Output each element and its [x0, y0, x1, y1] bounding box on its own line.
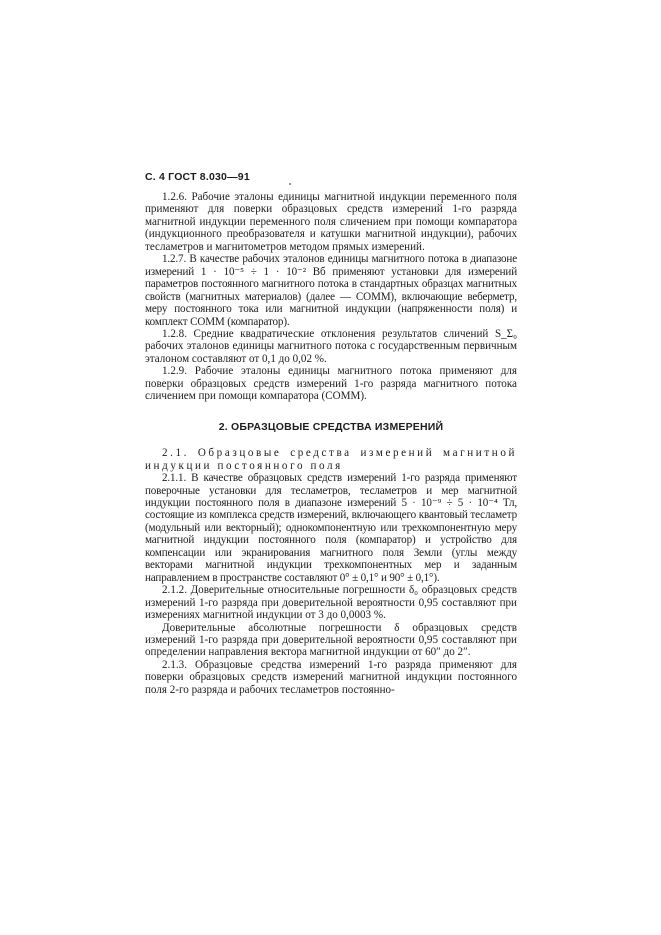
paragraph-2-1-2-continued: Доверительные абсолютные погрешности δ образцовых средств измерений 1-го разряда при доверительной вероятности 0,95 составляют при определении направления вектора магнитной индукции от 60″ до 2″. — [145, 621, 517, 659]
paragraph-2-1-2: 2.1.2. Доверительные относительные погрешности δ₀ образцовых средств измерений 1-го разряда при доверительной вероятности 0,95 составляют при измерениях магнитной индукции от 3 до 0,0003 %. — [145, 584, 517, 622]
paragraph-1-2-9: 1.2.9. Рабочие эталоны единицы магнитного потока применяют для поверки образцовых средств измерений 1-го разряда магнитного потока сличением при помощи компаратора (СОММ). — [145, 365, 517, 403]
paragraph-1-2-7: 1.2.7. В качестве рабочих эталонов единицы магнитного потока в диапазоне измерений 1 · 10⁻⁵ ÷ 1 · 10⁻² Вб применяют установки для измерений параметров постоянного магнитного потока в стандартных образцах магнитных свойств (магнитных материалов) (далее — СОММ), включающие веберметр, меру постоянного тока или магнитной индукции (напряженности поля) и комплект СОММ (компаратор). — [145, 253, 517, 328]
page-body — [145, 191, 517, 696]
section-title: 2. ОБРАЗЦОВЫЕ СРЕДСТВА ИЗМЕРЕНИЙ — [218, 420, 444, 433]
paragraph-1-2-8: 1.2.8. Средние квадратические отклонения результатов сличений S_Σ₀ рабочих эталонов единицы магнитного потока с государственным первичным эталоном составляют от 0,1 до 0,02 %. — [145, 327, 517, 365]
print-speck — [289, 183, 291, 185]
paragraph-2-1-1: 2.1.1. В качестве образцовых средств измерений 1-го разряда применяют поверочные установки для тесламетров, тесламетров и мер магнитной индукции постоянного поля в диапазоне измерений 5 · 10⁻⁹ ÷ 5 · 10⁻⁴ Тл, состоящие из комплекса средств измерений, включающего квантовый тесламетр (модульный или векторный); однокомпонентную или трехкомпонентную меру магнитной индукции постоянного поля (компаратор) и устройство для компенсации или экранирования магнитного поля Земли (углы между векторами магнитной индукции трехкомпонентных мер и заданным направлением в пространстве составляют 0° ± 0,1° и 90° ± 0,1°). — [145, 472, 517, 584]
paragraph-2-1-3: 2.1.3. Образцовые средства измерений 1-го разряда применяют для поверки образцовых средств измерений магнитной индукции постоянного поля 2-го разряда и рабочих тесламетров постоянно- — [145, 658, 517, 696]
subsection-title: 2.1. Образцовые средства измерений магнитной индукции постоянного поля — [145, 447, 517, 472]
running-header: С. 4 ГОСТ 8.030—91 — [145, 171, 250, 183]
paragraph-1-2-6: 1.2.6. Рабочие эталоны единицы магнитной индукции переменного поля применяют для поверки образцовых средств измерений 1-го разряда магнитной индукции переменного поля сличением при помощи компаратора (индукционного преобразователя и катушки магнитной индукции), рабочих тесламетров и магнитометров методом прямых измерений. — [145, 191, 517, 253]
